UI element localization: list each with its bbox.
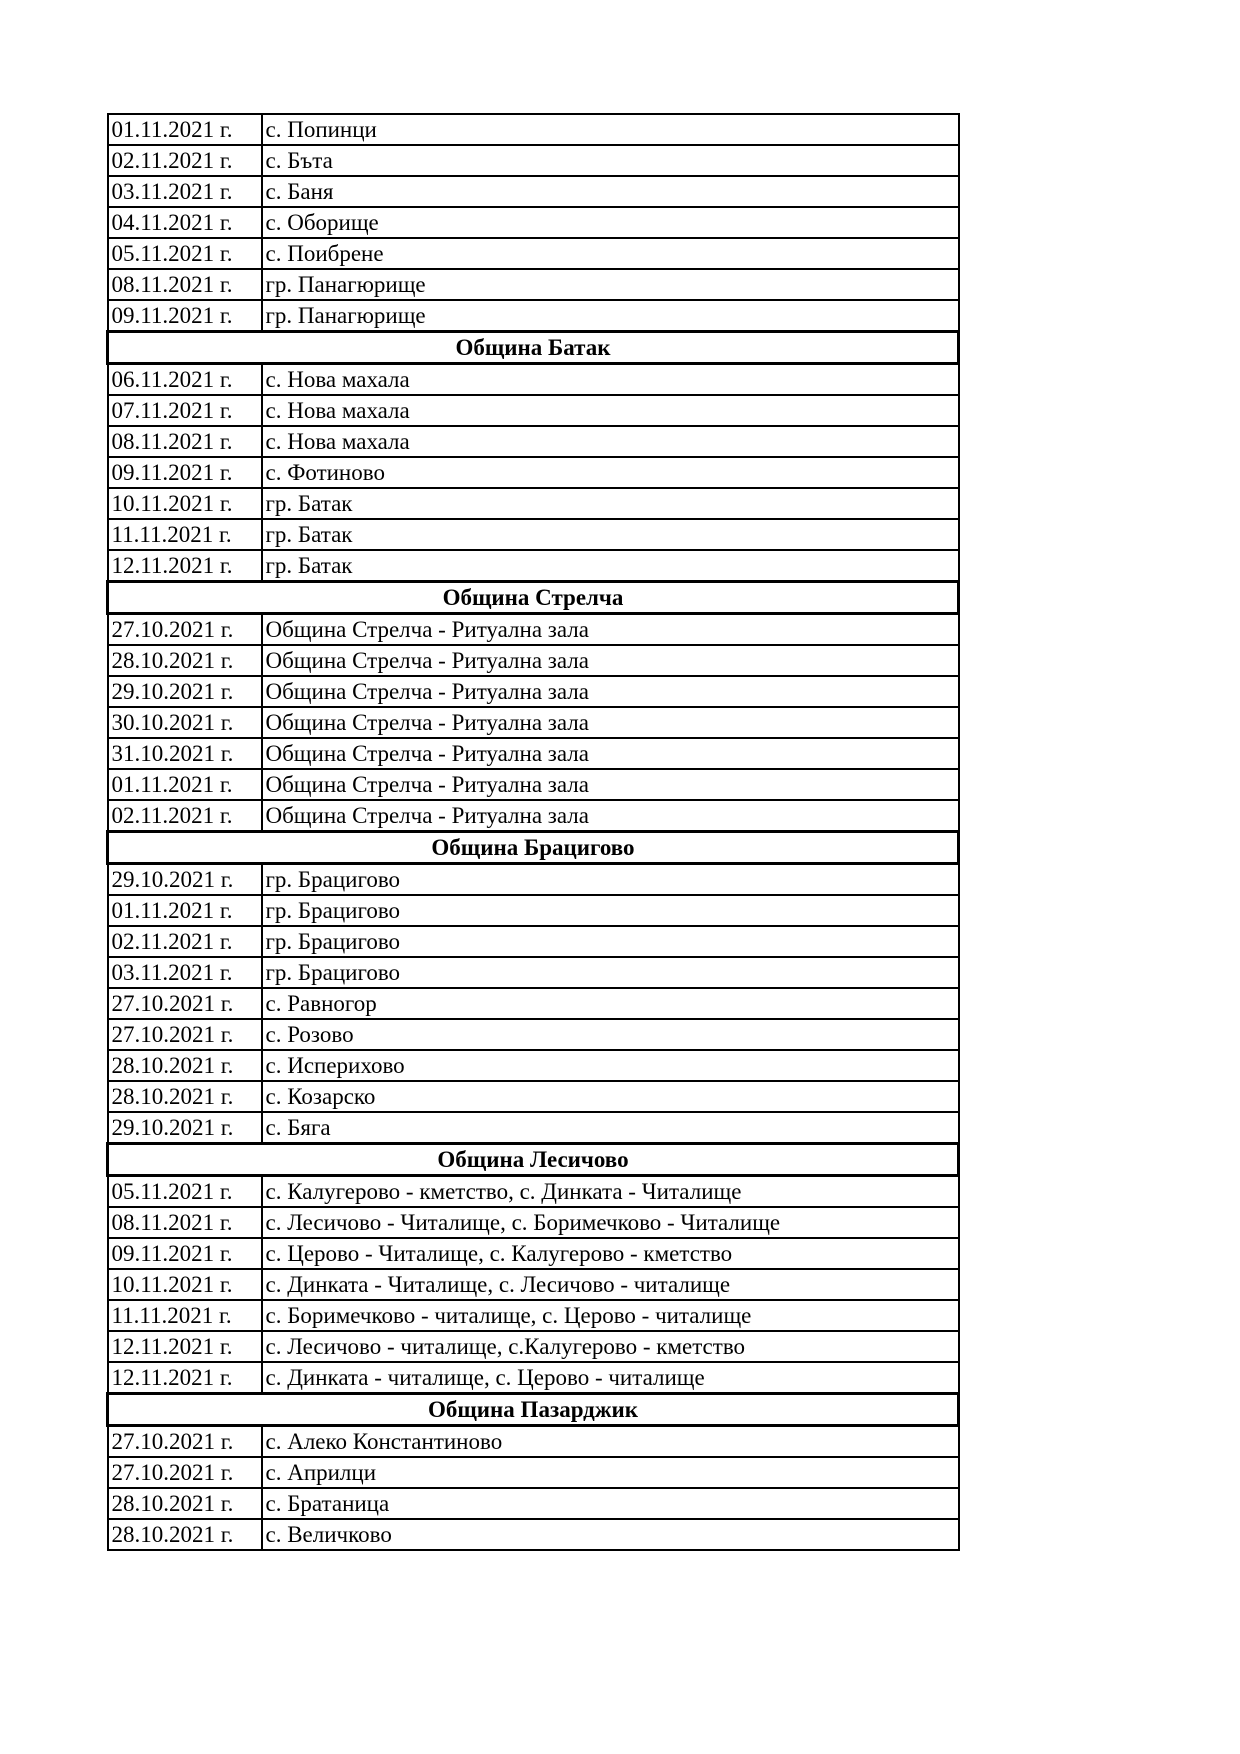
date-cell: 09.11.2021 г. [108,300,262,332]
date-cell: 09.11.2021 г. [108,1238,262,1269]
date-cell: 27.10.2021 г. [108,614,262,646]
date-cell: 10.11.2021 г. [108,1269,262,1300]
table-row [108,864,959,896]
location-cell: гр. Брацигово [262,864,959,896]
date-cell: 11.11.2021 г. [108,519,262,550]
table-row [108,1426,959,1458]
location-cell: с. Бъта [262,145,959,176]
table-row [108,114,959,145]
location-cell: с. Лесичово - Читалище, с. Боримечково - Читалище [262,1207,959,1238]
date-cell: 08.11.2021 г. [108,269,262,300]
municipality-heading: Община Лесичово [108,1144,959,1176]
table-row [108,1176,959,1208]
location-cell: с. Баня [262,176,959,207]
location-cell: с. Оборище [262,207,959,238]
location-cell: Община Стрелча - Ритуална зала [262,738,959,769]
location-cell: гр. Брацигово [262,926,959,957]
table-row [108,676,959,707]
date-cell: 27.10.2021 г. [108,1019,262,1050]
location-cell: гр. Батак [262,519,959,550]
location-cell: с. Алеко Константиново [262,1426,959,1458]
date-cell: 28.10.2021 г. [108,645,262,676]
table-row [108,1331,959,1362]
date-cell: 01.11.2021 г. [108,114,262,145]
date-cell: 02.11.2021 г. [108,800,262,832]
date-cell: 29.10.2021 г. [108,864,262,896]
location-cell: с. Исперихово [262,1050,959,1081]
table-row [108,1269,959,1300]
location-cell: с. Козарско [262,1081,959,1112]
date-cell: 27.10.2021 г. [108,1457,262,1488]
table-row [108,1519,959,1550]
date-cell: 09.11.2021 г. [108,457,262,488]
date-cell: 29.10.2021 г. [108,676,262,707]
table-row [108,1238,959,1269]
date-cell: 08.11.2021 г. [108,1207,262,1238]
municipality-heading-row [108,1394,959,1426]
location-cell: с. Розово [262,1019,959,1050]
municipality-heading-row [108,582,959,614]
date-cell: 08.11.2021 г. [108,426,262,457]
date-cell: 28.10.2021 г. [108,1488,262,1519]
municipality-heading-row [108,1144,959,1176]
location-cell: с. Церово - Читалище, с. Калугерово - кметство [262,1238,959,1269]
table-row [108,238,959,269]
table-row [108,1019,959,1050]
location-cell: с. Братаница [262,1488,959,1519]
table-row [108,364,959,396]
location-cell: с. Лесичово - читалище, с.Калугерово - кметство [262,1331,959,1362]
table-row [108,269,959,300]
location-cell: с. Динката - читалище, с. Церово - читалище [262,1362,959,1394]
location-cell: с. Нова махала [262,364,959,396]
table-row [108,614,959,646]
location-cell: гр. Брацигово [262,957,959,988]
date-cell: 01.11.2021 г. [108,769,262,800]
location-cell: гр. Панагюрище [262,269,959,300]
location-cell: Община Стрелча - Ритуална зала [262,800,959,832]
municipality-heading: Община Батак [108,332,959,364]
location-cell: Община Стрелча - Ритуална зала [262,769,959,800]
municipality-heading-row [108,832,959,864]
location-cell: с. Динката - Читалище, с. Лесичово - читалище [262,1269,959,1300]
location-cell: Община Стрелча - Ритуална зала [262,645,959,676]
table-row [108,1081,959,1112]
location-cell: гр. Панагюрище [262,300,959,332]
table-row [108,1457,959,1488]
location-cell: с. Априлци [262,1457,959,1488]
table-row [108,519,959,550]
table-row [108,426,959,457]
municipality-heading: Община Стрелча [108,582,959,614]
date-cell: 07.11.2021 г. [108,395,262,426]
table-row [108,395,959,426]
location-cell: Община Стрелча - Ритуална зала [262,707,959,738]
date-cell: 27.10.2021 г. [108,988,262,1019]
location-cell: Община Стрелча - Ритуална зала [262,614,959,646]
date-cell: 04.11.2021 г. [108,207,262,238]
date-cell: 02.11.2021 г. [108,145,262,176]
location-cell: Община Стрелча - Ритуална зала [262,676,959,707]
location-cell: с. Боримечково - читалище, с. Церово - читалище [262,1300,959,1331]
date-cell: 30.10.2021 г. [108,707,262,738]
table-row [108,300,959,332]
location-cell: с. Равногор [262,988,959,1019]
schedule-table-body [108,114,959,1550]
location-cell: с. Поибрене [262,238,959,269]
date-cell: 12.11.2021 г. [108,1362,262,1394]
date-cell: 02.11.2021 г. [108,926,262,957]
location-cell: с. Нова махала [262,395,959,426]
table-row [108,1488,959,1519]
location-cell: с. Попинци [262,114,959,145]
date-cell: 06.11.2021 г. [108,364,262,396]
table-row [108,738,959,769]
table-row [108,957,959,988]
table-row [108,1112,959,1144]
table-row [108,488,959,519]
location-cell: с. Бяга [262,1112,959,1144]
date-cell: 28.10.2021 г. [108,1081,262,1112]
municipality-heading: Община Пазарджик [108,1394,959,1426]
date-cell: 05.11.2021 г. [108,238,262,269]
location-cell: с. Нова махала [262,426,959,457]
table-row [108,645,959,676]
location-cell: гр. Батак [262,488,959,519]
table-row [108,988,959,1019]
table-row [108,926,959,957]
location-cell: гр. Брацигово [262,895,959,926]
date-cell: 11.11.2021 г. [108,1300,262,1331]
date-cell: 31.10.2021 г. [108,738,262,769]
table-row [108,207,959,238]
table-row [108,457,959,488]
table-row [108,1300,959,1331]
location-cell: гр. Батак [262,550,959,582]
date-cell: 01.11.2021 г. [108,895,262,926]
date-cell: 28.10.2021 г. [108,1050,262,1081]
location-cell: с. Величково [262,1519,959,1550]
table-row [108,1050,959,1081]
date-cell: 28.10.2021 г. [108,1519,262,1550]
date-cell: 12.11.2021 г. [108,550,262,582]
date-cell: 03.11.2021 г. [108,957,262,988]
date-cell: 03.11.2021 г. [108,176,262,207]
date-cell: 10.11.2021 г. [108,488,262,519]
location-cell: с. Калугерово - кметство, с. Динката - Читалище [262,1176,959,1208]
table-row [108,550,959,582]
table-row [108,1207,959,1238]
table-row [108,769,959,800]
table-row [108,1362,959,1394]
date-cell: 05.11.2021 г. [108,1176,262,1208]
date-cell: 12.11.2021 г. [108,1331,262,1362]
location-cell: с. Фотиново [262,457,959,488]
municipality-heading-row [108,332,959,364]
date-cell: 27.10.2021 г. [108,1426,262,1458]
table-row [108,176,959,207]
schedule-table [106,113,960,1551]
municipality-heading: Община Брацигово [108,832,959,864]
table-row [108,800,959,832]
date-cell: 29.10.2021 г. [108,1112,262,1144]
table-row [108,145,959,176]
table-row [108,895,959,926]
table-row [108,707,959,738]
